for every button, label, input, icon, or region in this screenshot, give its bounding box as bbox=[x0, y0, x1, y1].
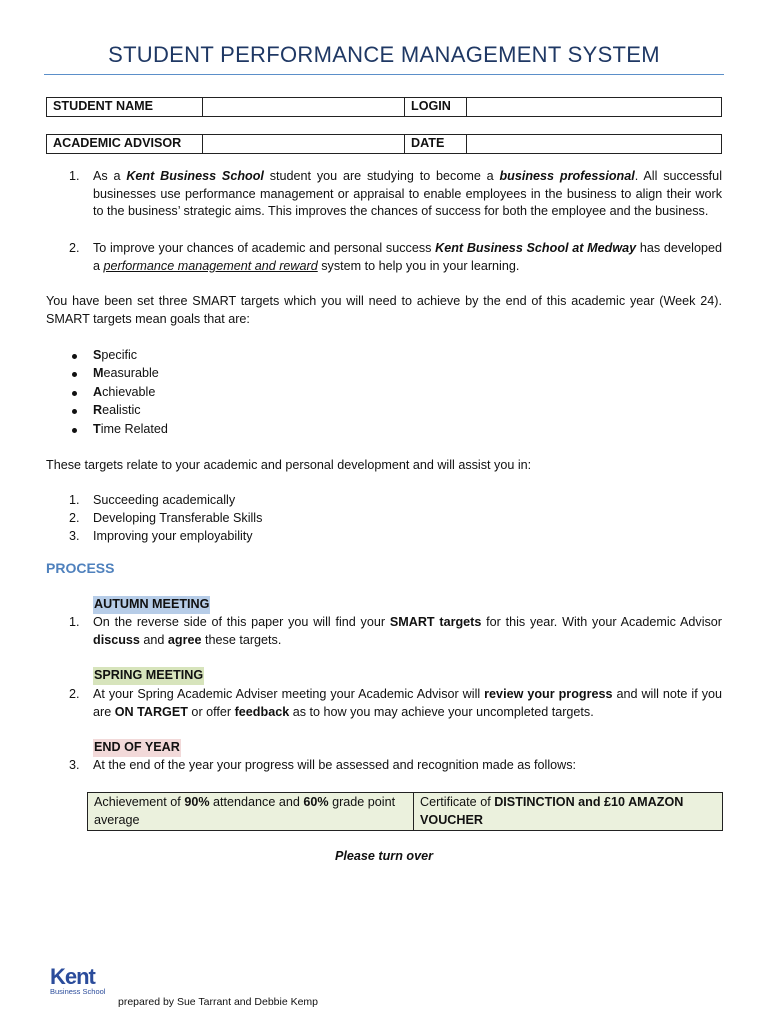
smart-word: pecific bbox=[101, 348, 138, 362]
bold-text: agree bbox=[167, 632, 202, 647]
text-run: student you are studying to become a bbox=[263, 169, 500, 183]
bullet-icon bbox=[72, 354, 77, 359]
academic-advisor-field[interactable] bbox=[203, 135, 405, 154]
bold-text: SMART targets bbox=[389, 615, 482, 629]
date-label: DATE bbox=[405, 135, 467, 154]
list-item bbox=[93, 384, 155, 402]
list-number: 2. bbox=[69, 687, 80, 701]
logo-wordmark: Kent bbox=[50, 964, 95, 989]
school-name: Kent Business School at Medway bbox=[435, 241, 637, 255]
intro-item-2 bbox=[69, 240, 722, 275]
bold-text: 90% bbox=[184, 795, 210, 809]
text-run: . All successful businesses use performance management or appraisal to enable employees in the business to align their work to the business’ strategic aims. This improves the chances of success for both the employee and the business. bbox=[93, 169, 722, 218]
text-run: these targets. bbox=[201, 632, 282, 647]
list-number: 3. bbox=[69, 529, 80, 543]
turn-over-note: Please turn over bbox=[335, 849, 433, 863]
school-name: Kent Business School bbox=[126, 169, 264, 183]
student-name-field[interactable] bbox=[203, 98, 405, 117]
list-text: Improving your employability bbox=[93, 529, 253, 543]
list-text: At the end of the year your progress will be assessed and recognition made as follows: bbox=[93, 758, 577, 772]
bold-text: 60% bbox=[303, 795, 329, 809]
smart-letter: S bbox=[93, 348, 102, 362]
spring-meeting-item bbox=[69, 686, 722, 721]
list-number: 2. bbox=[69, 241, 80, 255]
award-table bbox=[87, 792, 723, 831]
text-run: or offer bbox=[187, 704, 235, 719]
intro-item-1 bbox=[69, 168, 722, 221]
list-item bbox=[93, 421, 168, 439]
list-number: 3. bbox=[69, 758, 80, 772]
bullet-icon bbox=[72, 391, 77, 396]
bullet-icon bbox=[72, 409, 77, 414]
list-item bbox=[93, 347, 137, 365]
list-item bbox=[93, 365, 159, 383]
date-field[interactable] bbox=[467, 135, 722, 154]
bold-text: feedback bbox=[234, 704, 290, 719]
smart-word: ealistic bbox=[102, 403, 141, 417]
underlined-text: performance management and reward bbox=[103, 258, 318, 273]
student-name-label: STUDENT NAME bbox=[47, 98, 203, 117]
text-run: has developed a bbox=[93, 241, 722, 273]
list-text: Developing Transferable Skills bbox=[93, 511, 263, 525]
smart-intro-paragraph: You have been set three SMART targets which you will need to achieve by the end of this academic year (Week 24). SMART targets mean goals that are: bbox=[46, 294, 722, 326]
smart-letter: R bbox=[93, 403, 103, 417]
award-reward-cell bbox=[414, 793, 723, 831]
title-divider bbox=[44, 74, 724, 75]
bold-text: discuss bbox=[93, 632, 140, 647]
award-criteria-cell bbox=[88, 793, 414, 831]
smart-word: easurable bbox=[103, 366, 159, 380]
login-label: LOGIN bbox=[405, 98, 467, 117]
text-run: Achievement of bbox=[94, 795, 185, 809]
smart-letter: T bbox=[93, 422, 101, 436]
advisor-info-table bbox=[46, 134, 722, 154]
targets-intro-paragraph: These targets relate to your academic and personal development and will assist you in: bbox=[46, 458, 532, 472]
logo-subtitle: Business School bbox=[50, 987, 106, 996]
list-item bbox=[69, 492, 722, 510]
list-item bbox=[69, 528, 722, 546]
list-text: Succeeding academically bbox=[93, 493, 236, 507]
kent-business-school-logo bbox=[50, 966, 114, 1004]
text-run: Certificate of bbox=[420, 795, 495, 809]
end-of-year-item bbox=[69, 757, 722, 775]
smart-word: chievable bbox=[102, 385, 156, 399]
spring-meeting-heading: SPRING MEETING bbox=[93, 667, 204, 685]
text-run: To improve your chances of academic and personal success bbox=[93, 241, 436, 255]
emphasis-text: business professional bbox=[499, 169, 635, 183]
bold-text: DISTINCTION and £10 AMAZON VOUCHER bbox=[420, 795, 684, 827]
bold-text: ON TARGET bbox=[114, 704, 188, 719]
list-number: 1. bbox=[69, 615, 80, 629]
text-run: On the reverse side of this paper you will find your bbox=[93, 615, 390, 629]
process-heading: PROCESS bbox=[46, 560, 115, 576]
text-run: for this year. With your Academic Advisor bbox=[481, 615, 722, 629]
list-number: 2. bbox=[69, 511, 80, 525]
list-number: 1. bbox=[69, 169, 80, 183]
text-run: As a bbox=[93, 169, 127, 183]
text-run: system to help you in your learning. bbox=[317, 258, 520, 273]
credit-line: prepared by Sue Tarrant and Debbie Kemp bbox=[118, 996, 319, 1008]
text-run: as to how you may achieve your uncompleted targets. bbox=[289, 704, 594, 719]
bullet-icon bbox=[72, 372, 77, 377]
academic-advisor-label: ACADEMIC ADVISOR bbox=[47, 135, 203, 154]
smart-letter: A bbox=[93, 385, 103, 399]
list-item bbox=[69, 510, 722, 528]
text-run: grade point average bbox=[94, 795, 396, 827]
bullet-icon bbox=[72, 428, 77, 433]
login-field[interactable] bbox=[467, 98, 722, 117]
smart-word: ime Related bbox=[100, 422, 168, 436]
list-item bbox=[93, 402, 141, 420]
list-number: 1. bbox=[69, 493, 80, 507]
bold-text: review your progress bbox=[484, 687, 613, 701]
text-run: and bbox=[139, 632, 168, 647]
autumn-meeting-heading: AUTUMN MEETING bbox=[93, 596, 210, 614]
text-run: attendance and bbox=[209, 795, 304, 809]
text-run: and will note if you are bbox=[93, 687, 722, 719]
text-run: At your Spring Academic Adviser meeting your Academic Advisor will bbox=[93, 687, 485, 701]
student-info-table bbox=[46, 97, 722, 117]
smart-letter: M bbox=[93, 366, 104, 380]
page-title: STUDENT PERFORMANCE MANAGEMENT SYSTEM bbox=[108, 42, 660, 67]
autumn-meeting-item bbox=[69, 614, 722, 649]
end-of-year-heading: END OF YEAR bbox=[93, 739, 181, 757]
